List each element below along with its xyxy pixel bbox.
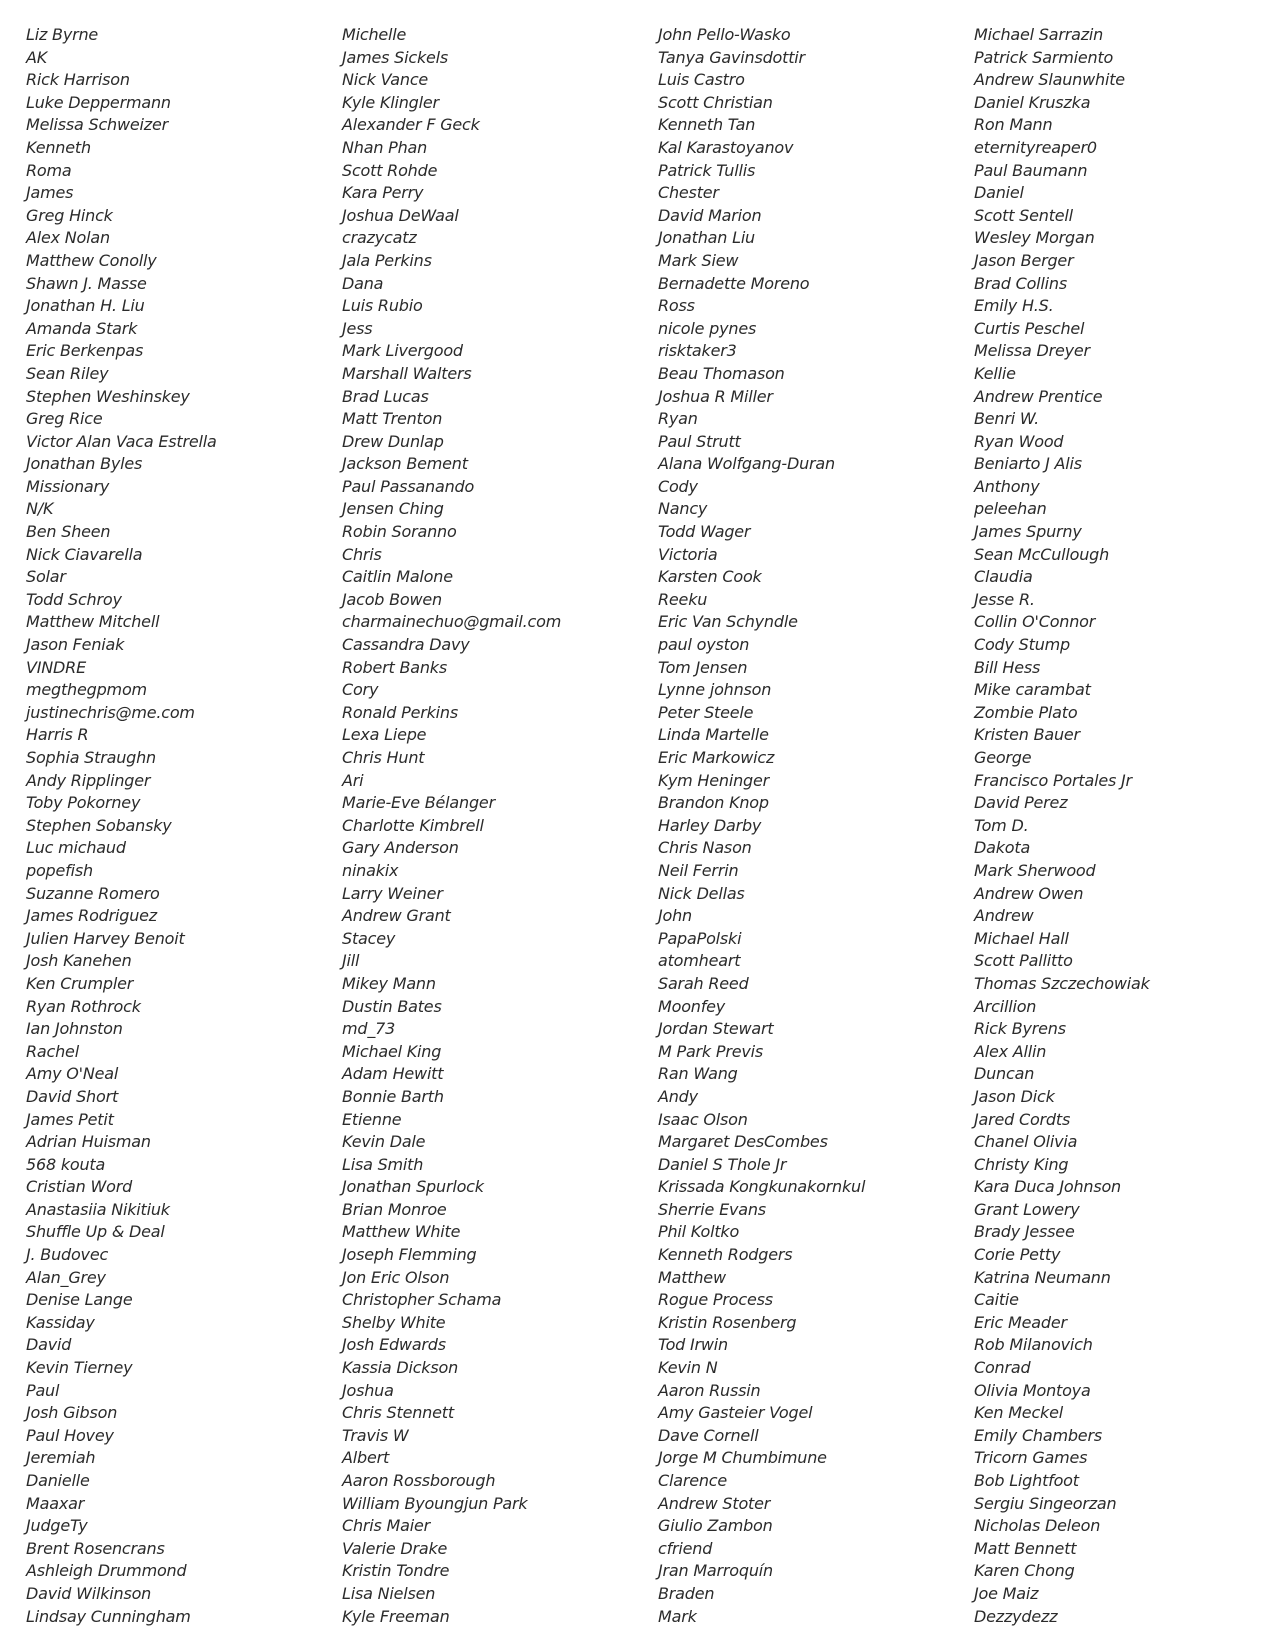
name-entry: Kassia Dickson [342,1358,459,1378]
name-entry: peleehan [974,499,1047,519]
name-entry: Wesley Morgan [974,228,1095,248]
name-entry: Tod Irwin [658,1335,728,1355]
name-entry: Stephen Sobansky [26,815,172,835]
name-entry: Linda Martelle [658,725,769,745]
name-entry: Jonathan H. Liu [26,296,145,316]
name-entry: James Petit [26,1109,114,1129]
name-entry: Jason Feniak [26,635,125,655]
name-entry: Albert [342,1448,390,1468]
name-entry: Marie-Eve Bélanger [342,793,495,813]
name-entry: Luis Castro [658,70,745,90]
name-entry: Kristin Rosenberg [658,1312,797,1332]
name-entry: Nick Dellas [658,883,745,903]
name-entry: James Sickels [342,47,449,67]
name-entry: Shawn J. Masse [26,273,147,293]
name-entry: Kenneth Tan [658,115,756,135]
name-entry: Moonfey [658,996,726,1016]
name-entry: Kym Heninger [658,770,769,790]
name-entry: Emily Chambers [974,1425,1102,1445]
name-entry: paul oyston [658,635,750,655]
name-entry: James [26,183,74,203]
name-entry: Greg Rice [26,409,103,429]
name-entry: Matthew Mitchell [26,612,160,632]
name-entry: Rick Byrens [974,1019,1066,1039]
name-entry: Jess [342,318,373,338]
name-entry: Charlotte Kimbrell [342,815,484,835]
name-entry: David Perez [974,793,1068,813]
name-entry: Tricorn Games [974,1448,1088,1468]
name-entry: Adam Hewitt [342,1064,444,1084]
name-entry: Josh Gibson [26,1403,118,1423]
name-entry: Collin O'Connor [974,612,1096,632]
name-entry: Chris Maier [342,1516,431,1536]
name-entry: Drew Dunlap [342,431,444,451]
name-entry: Dakota [974,838,1031,858]
name-entry: Michael Sarrazin [974,25,1104,44]
name-entry: Sergiu Singeorzan [974,1493,1117,1513]
name-entry: Paul Strutt [658,431,741,451]
name-entry: Tom D. [974,815,1029,835]
name-entry: Nancy [658,499,708,519]
name-entry: Christopher Schama [342,1290,502,1310]
name-entry: Kevin Dale [342,1132,426,1152]
name-entry: Braden [658,1583,715,1603]
name-entry: Cody Stump [974,635,1070,655]
name-entry: Kassiday [26,1312,95,1332]
name-entry: Jonathan Spurlock [342,1177,484,1197]
name-entry: Cassandra Davy [342,635,470,655]
name-entry: Nick Ciavarella [26,544,143,564]
name-entry: Isaac Olson [658,1109,748,1129]
name-entry: Krissada Kongkunakornkul [658,1177,866,1197]
name-entry: Rogue Process [658,1290,773,1310]
name-entry: Beniarto J Alis [974,454,1082,474]
name-entry: Kara Perry [342,183,424,203]
name-entry: Larry Weiner [342,883,443,903]
name-entry: Jason Berger [974,250,1074,270]
name-entry: Brad Collins [974,273,1067,293]
name-entry: Maaxar [26,1493,85,1513]
name-entry: Chanel Olivia [974,1132,1078,1152]
name-entry: atomheart [658,951,741,971]
name-entry: Francisco Portales Jr [974,770,1132,790]
name-entry: David [26,1335,72,1355]
name-entry: Jonathan Byles [26,454,143,474]
name-entry: Patrick Sarmiento [974,47,1114,67]
name-entry: N/K [26,499,54,519]
name-entry: Ian Johnston [26,1019,123,1039]
name-entry: James Spurny [974,522,1082,542]
name-entry: Luis Rubio [342,296,423,316]
name-entry: Sophia Straughn [26,748,156,767]
name-entry: Paul [26,1380,60,1400]
name-entry: Mike carambat [974,680,1091,700]
name-entry: Victoria [658,544,718,564]
name-entry: Michelle [342,25,407,44]
name-entry: Dana [342,273,384,293]
name-entry: Robert Banks [342,657,447,677]
name-entry: Alan_Grey [26,1267,106,1287]
name-entry: Joseph Flemming [342,1245,477,1265]
name-entry: Scott Sentell [974,205,1073,225]
name-entry: Melissa Dreyer [974,341,1090,361]
name-entry: Aaron Russin [658,1380,761,1400]
name-entry: megthegpmom [26,680,147,700]
name-entry: Ken Crumpler [26,973,134,993]
name-entry: Liz Byrne [26,25,99,44]
name-entry: Alex Allin [974,1041,1047,1061]
name-entry: Daniel [974,183,1024,203]
name-entry: Matthew White [342,1222,461,1242]
name-entry: Brent Rosencrans [26,1538,165,1558]
name-entry: Sarah Reed [658,973,749,993]
name-entry: Jason Dick [974,1086,1055,1106]
name-entry: Dezzydezz [974,1606,1058,1626]
name-entry: Grant Lowery [974,1199,1080,1219]
name-entry: Matt Trenton [342,409,443,429]
name-entry: Jared Cordts [974,1109,1071,1129]
name-entry: Roma [26,160,72,180]
name-entry: Matthew Conolly [26,250,157,270]
name-entry: Chris Nason [658,838,752,858]
name-entry: Cory [342,680,379,700]
name-entry: Mikey Mann [342,973,436,993]
name-entry: Kellie [974,363,1016,383]
name-entry: Caitlin Malone [342,567,453,587]
name-entry: Adrian Huisman [26,1132,151,1152]
name-entry: Chris Stennett [342,1403,454,1423]
name-entry: nicole pynes [658,318,757,338]
name-entry: Luke Deppermann [26,92,171,112]
name-entry: Chester [658,183,719,203]
name-entry: Conrad [974,1358,1031,1378]
name-entry: Jala Perkins [342,250,432,270]
name-entry: Amy Gasteier Vogel [658,1403,813,1423]
name-entry: Danielle [26,1471,90,1490]
name-entry: Sherrie Evans [658,1199,766,1219]
name-entry: John Pello-Wasko [658,25,791,44]
name-entry: Ashleigh Drummond [26,1561,187,1581]
name-entry: Ross [658,296,695,316]
name-entry: Rick Harrison [26,70,130,90]
name-entry: Phil Koltko [658,1222,740,1242]
name-entry: Clarence [658,1471,728,1490]
name-entry: Bonnie Barth [342,1086,444,1106]
name-entry: Emily H.S. [974,296,1054,316]
name-entry: Suzanne Romero [26,883,160,903]
name-entry: Marshall Walters [342,363,472,383]
name-entry: charmainechuo@gmail.com [342,612,562,632]
name-entry: cfriend [658,1538,713,1558]
name-entry: Daniel Kruszka [974,92,1091,112]
name-entry: Corie Petty [974,1245,1061,1265]
name-entry: Ran Wang [658,1064,738,1084]
name-entry: Eric Markowicz [658,748,775,767]
name-entry: David Marion [658,205,762,225]
name-entry: Sean McCullough [974,544,1110,564]
name-entry: Andrew Grant [342,906,451,926]
name-entry: Jeremiah [26,1448,96,1468]
name-entry: Dustin Bates [342,996,442,1016]
name-entry: Jacob Bowen [342,589,442,609]
name-entry: Katrina Neumann [974,1267,1111,1287]
name-entry: Kevin Tierney [26,1358,133,1378]
name-entry: George [974,748,1032,767]
name-entry: Solar [26,567,66,587]
name-entry: Olivia Montoya [974,1380,1091,1400]
name-entry: Anthony [974,476,1040,496]
name-entry: Mark Livergood [342,341,463,361]
name-entry: Luc michaud [26,838,126,858]
name-entry: John [658,906,692,926]
name-column-3 [658,24,958,1628]
name-entry: Caitie [974,1290,1019,1310]
name-entry: Jackson Bement [342,454,468,474]
name-entry: Brad Lucas [342,386,429,406]
name-entry: Bob Lightfoot [974,1471,1079,1490]
name-entry: Giulio Zambon [658,1516,773,1536]
name-entry: Amy O'Neal [26,1064,119,1084]
name-entry: md_73 [342,1019,396,1039]
name-entry: VINDRE [26,657,86,677]
name-entry: Jill [342,951,360,971]
name-entry: Jensen Ching [342,499,444,519]
name-entry: Lisa Nielsen [342,1583,436,1603]
name-entry: Eric Meader [974,1312,1067,1332]
name-entry: David Short [26,1086,119,1106]
name-entry: crazycatz [342,228,417,248]
name-entry: 568 kouta [26,1154,106,1174]
name-entry: Missionary [26,476,110,496]
name-entry: Bernadette Moreno [658,273,810,293]
name-entry: Scott Pallitto [974,951,1073,971]
name-entry: Cristian Word [26,1177,133,1197]
name-entry: JudgeTy [26,1516,88,1536]
name-entry: Lisa Smith [342,1154,424,1174]
name-entry: Kristen Bauer [974,725,1080,745]
name-column-1 [26,24,326,1628]
name-entry: Aaron Rossborough [342,1471,496,1490]
name-entry: Lynne johnson [658,680,772,700]
name-entry: Jran Marroquín [658,1561,773,1581]
name-entry: justinechris@me.com [26,702,195,722]
name-entry: Alex Nolan [26,228,110,248]
name-entry: Andy Ripplinger [26,770,151,790]
name-entry: Zombie Plato [974,702,1078,722]
name-entry: James Rodriguez [26,906,158,926]
name-entry: Eric Berkenpas [26,341,144,361]
name-entry: popefish [26,860,93,880]
name-entry: Sean Riley [26,363,109,383]
name-entry: Joe Maiz [974,1583,1039,1603]
name-entry: Travis W [342,1425,409,1445]
name-entry: eternityreaper0 [974,137,1097,157]
name-entry: Andrew Prentice [974,386,1103,406]
name-entry: Kal Karastoyanov [658,137,794,157]
name-entry: Brandon Knop [658,793,769,813]
name-entry: Shuffle Up & Deal [26,1222,165,1242]
name-entry: Denise Lange [26,1290,133,1310]
name-entry: Kevin N [658,1358,718,1378]
name-entry: Jordan Stewart [658,1019,774,1039]
name-entry: Kristin Tondre [342,1561,450,1581]
name-entry: Valerie Drake [342,1538,448,1558]
name-entry: Andy [658,1086,698,1106]
name-entry: Ronald Perkins [342,702,458,722]
name-entry: Alexander F Geck [342,115,480,135]
name-entry: Karsten Cook [658,567,762,587]
name-entry: Ron Mann [974,115,1053,135]
name-entry: Bill Hess [974,657,1041,677]
name-entry: Benri W. [974,409,1040,429]
name-entry: William Byoungjun Park [342,1493,528,1513]
name-entry: Brady Jessee [974,1222,1075,1242]
name-entry: Tom Jensen [658,657,748,677]
name-entry: J. Budovec [26,1245,109,1265]
name-entry: Beau Thomason [658,363,785,383]
name-entry: Mark Siew [658,250,739,270]
name-column-4 [974,24,1274,1628]
name-entry: Jorge M Chumbimune [658,1448,827,1468]
name-entry: Patrick Tullis [658,160,756,180]
name-entry: Paul Baumann [974,160,1088,180]
name-entry: Cody [658,476,698,496]
name-entry: Ken Meckel [974,1403,1063,1423]
name-entry: Chris Hunt [342,748,425,767]
name-entry: Claudia [974,567,1033,587]
name-entry: ninakix [342,860,399,880]
name-entry: Nhan Phan [342,137,428,157]
name-entry: AK [26,47,48,67]
name-entry: Josh Edwards [342,1335,446,1355]
name-entry: Kyle Freeman [342,1606,450,1626]
name-entry: Matthew [658,1267,726,1287]
name-entry: risktaker3 [658,341,737,361]
name-entry: Arcillion [974,996,1037,1016]
name-entry: Ryan Rothrock [26,996,141,1016]
name-entry: Robin Soranno [342,522,457,542]
name-entry: Etienne [342,1109,402,1129]
name-entry: Margaret DesCombes [658,1132,828,1152]
name-entry: Alana Wolfgang-Duran [658,454,835,474]
name-entry: Brian Monroe [342,1199,447,1219]
name-entry: Victor Alan Vaca Estrella [26,431,217,451]
name-entry: Paul Passanando [342,476,475,496]
name-entry: Andrew Stoter [658,1493,771,1513]
name-entry: Duncan [974,1064,1035,1084]
name-entry: Kenneth Rodgers [658,1245,793,1265]
name-entry: Matt Bennett [974,1538,1077,1558]
name-entry: Mark [658,1606,697,1626]
name-entry: Lindsay Cunningham [26,1606,191,1626]
name-entry: Jon Eric Olson [342,1267,450,1287]
name-entry: Mark Sherwood [974,860,1096,880]
name-entry: Nick Vance [342,70,429,90]
name-entry: Chris [342,544,382,564]
name-entry: Kenneth [26,137,91,157]
name-entry: Daniel S Thole Jr [658,1154,787,1174]
name-entry: Melissa Schweizer [26,115,168,135]
name-entry: Julien Harvey Benoit [26,928,185,948]
name-entry: Rachel [26,1041,79,1061]
name-entry: Joshua [342,1380,394,1400]
name-entry: Joshua DeWaal [342,205,459,225]
name-entry: Ari [342,770,364,790]
name-entry: Josh Kanehen [26,951,132,971]
name-entry: Reeku [658,589,708,609]
name-entry: Shelby White [342,1312,446,1332]
name-entry: Stacey [342,928,396,948]
name-entry: Harley Darby [658,815,762,835]
name-entry: Neil Ferrin [658,860,739,880]
name-entry: Gary Anderson [342,838,459,858]
name-entry: PapaPolski [658,928,742,948]
name-entry: Jesse R. [974,589,1035,609]
name-entry: Michael Hall [974,928,1069,948]
name-entry: Lexa Liepe [342,725,427,745]
name-entry: Peter Steele [658,702,754,722]
name-entry: Eric Van Schyndle [658,612,798,632]
name-entry: Andrew Slaunwhite [974,70,1125,90]
name-entry: Curtis Peschel [974,318,1085,338]
name-entry: Stephen Weshinskey [26,386,190,406]
name-entry: Scott Christian [658,92,773,112]
name-entry: Ryan Wood [974,431,1064,451]
name-entry: Christy King [974,1154,1069,1174]
name-entry: Greg Hinck [26,205,113,225]
name-entry: Anastasiia Nikitiuk [26,1199,170,1219]
name-entry: Ryan [658,409,698,429]
name-entry: Jonathan Liu [658,228,755,248]
name-entry: Tanya Gavinsdottir [658,47,805,67]
name-entry: Todd Schroy [26,589,122,609]
name-entry: Kyle Klingler [342,92,439,112]
name-entry: Kara Duca Johnson [974,1177,1121,1197]
name-entry: Michael King [342,1041,442,1061]
name-entry: Nicholas Deleon [974,1516,1101,1536]
name-entry: Ben Sheen [26,522,111,542]
name-entry: Paul Hovey [26,1425,114,1445]
name-entry: Todd Wager [658,522,751,542]
name-entry: Andrew Owen [974,883,1084,903]
name-entry: Scott Rohde [342,160,438,180]
name-entry: Thomas Szczechowiak [974,973,1150,993]
name-entry: Dave Cornell [658,1425,759,1445]
name-column-2 [342,24,642,1628]
name-entry: Amanda Stark [26,318,138,338]
name-entry: Karen Chong [974,1561,1075,1581]
name-entry: Joshua R Miller [658,386,773,406]
name-entry: David Wilkinson [26,1583,152,1603]
name-entry: Toby Pokorney [26,793,141,813]
name-entry: Harris R [26,725,89,745]
name-entry: M Park Previs [658,1041,763,1061]
name-entry: Rob Milanovich [974,1335,1093,1355]
name-entry: Andrew [974,906,1034,926]
